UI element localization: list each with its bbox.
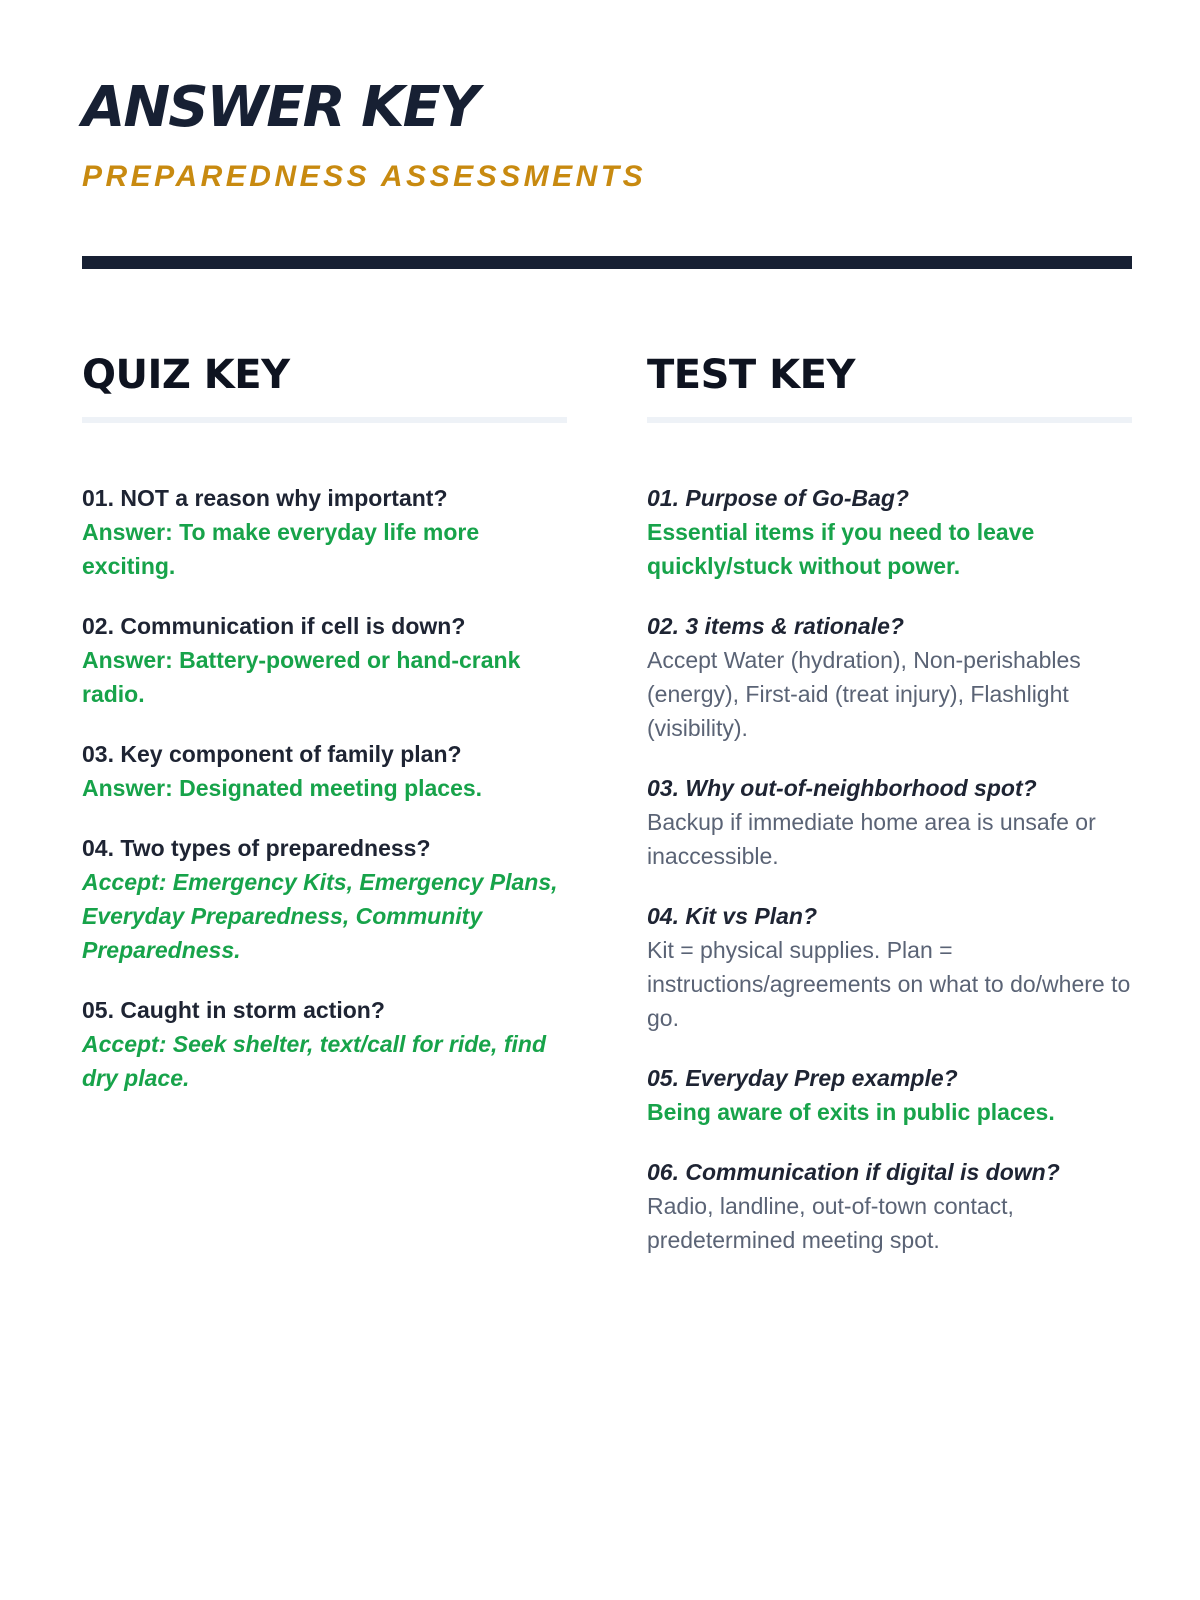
- quiz-answer-4: Accept: Emergency Kits, Emergency Plans, Everyday Preparedness, Community Preparedness.: [82, 869, 558, 963]
- quiz-item-2: [82, 609, 567, 711]
- page-title: ANSWER KEY: [82, 75, 478, 140]
- quiz-item-3: [82, 737, 567, 805]
- quiz-key-section: [82, 350, 567, 1121]
- quiz-answer-3: Answer: Designated meeting places.: [82, 775, 483, 801]
- test-question-5: 05. Everyday Prep example?: [647, 1065, 958, 1091]
- quiz-question-5: 05. Caught in storm action?: [82, 997, 385, 1023]
- test-question-2: 02. 3 items & rationale?: [647, 613, 904, 639]
- test-answer-6: Radio, landline, out-of-town contact, predetermined meeting spot.: [647, 1193, 1014, 1253]
- quiz-question-4: 04. Two types of preparedness?: [82, 835, 431, 861]
- test-item-4: [647, 899, 1132, 1035]
- test-answer-3: Backup if immediate home area is unsafe or inaccessible.: [647, 809, 1096, 869]
- test-item-6: [647, 1155, 1132, 1257]
- header-divider: [82, 256, 1132, 269]
- test-item-2: [647, 609, 1132, 745]
- quiz-item-5: [82, 993, 567, 1095]
- test-question-3: 03. Why out-of-neighborhood spot?: [647, 775, 1037, 801]
- test-question-4: 04. Kit vs Plan?: [647, 903, 818, 929]
- test-question-6: 06. Communication if digital is down?: [647, 1159, 1060, 1185]
- test-answer-2: Accept Water (hydration), Non-perishables (energy), First-aid (treat injury), Flashlight (visibility).: [647, 647, 1081, 741]
- test-key-heading: TEST KEY: [647, 352, 855, 398]
- quiz-item-1: [82, 481, 567, 583]
- quiz-item-4: [82, 831, 567, 967]
- quiz-key-divider: [82, 417, 567, 423]
- test-item-5: [647, 1061, 1132, 1129]
- quiz-question-1: 01. NOT a reason why important?: [82, 485, 448, 511]
- page-subtitle: PREPAREDNESS ASSESSMENTS: [82, 160, 647, 193]
- test-item-1: [647, 481, 1132, 583]
- quiz-question-3: 03. Key component of family plan?: [82, 741, 462, 767]
- test-key-divider: [647, 417, 1132, 423]
- test-item-3: [647, 771, 1132, 873]
- test-answer-5: Being aware of exits in public places.: [647, 1099, 1055, 1125]
- quiz-answer-2: Answer: Battery-powered or hand-crank radio.: [82, 647, 521, 707]
- test-key-list: [647, 481, 1132, 1257]
- quiz-question-2: 02. Communication if cell is down?: [82, 613, 466, 639]
- test-key-section: [647, 350, 1132, 1283]
- test-question-1: 01. Purpose of Go-Bag?: [647, 485, 909, 511]
- quiz-key-heading: QUIZ KEY: [82, 352, 290, 398]
- quiz-answer-1: Answer: To make everyday life more exciting.: [82, 519, 480, 579]
- test-answer-4: Kit = physical supplies. Plan = instructions/agreements on what to do/where to go.: [647, 937, 1131, 1031]
- quiz-key-list: [82, 481, 567, 1095]
- quiz-answer-5: Accept: Seek shelter, text/call for ride, find dry place.: [82, 1031, 546, 1091]
- test-answer-1: Essential items if you need to leave quickly/stuck without power.: [647, 519, 1035, 579]
